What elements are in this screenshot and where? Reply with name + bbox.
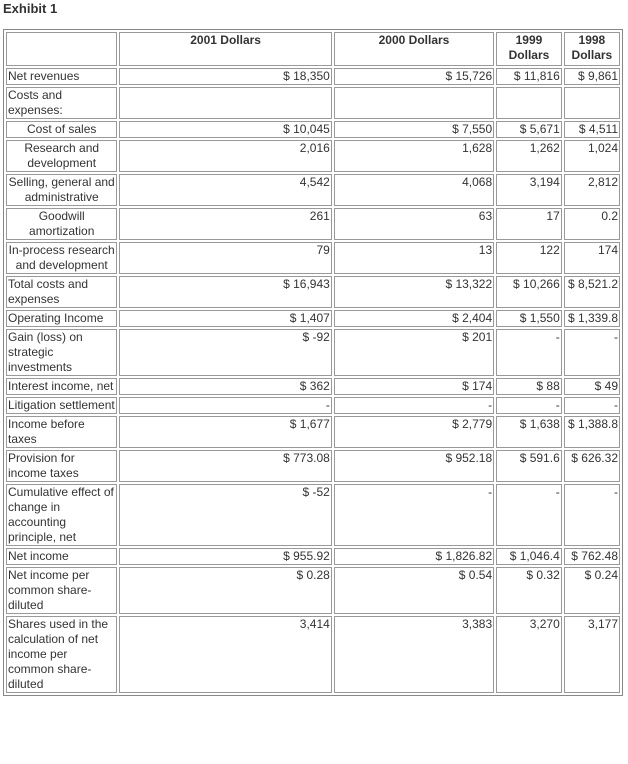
table-cell: $ 952.18 <box>334 450 494 482</box>
table-row <box>6 450 620 482</box>
table-cell: 63 <box>334 208 494 240</box>
table-cell: $ 0.28 <box>119 567 331 614</box>
table-cell: - <box>564 484 620 546</box>
row-label: Operating Income <box>6 310 117 327</box>
financial-table-container <box>3 29 623 696</box>
table-row <box>6 242 620 274</box>
table-cell: $ 11,816 <box>496 68 562 85</box>
table-cell: $ 15,726 <box>334 68 494 85</box>
table-row <box>6 548 620 565</box>
table-cell: $ 5,671 <box>496 121 562 138</box>
table-cell: $ -52 <box>119 484 331 546</box>
row-label: Shares used in the calculation of net income per common share-diluted <box>6 616 117 693</box>
column-header: 1999 Dollars <box>496 32 562 66</box>
table-cell <box>496 87 562 119</box>
row-label: Total costs and expenses <box>6 276 117 308</box>
table-cell: 122 <box>496 242 562 274</box>
table-cell: $ 0.54 <box>334 567 494 614</box>
table-cell: 174 <box>564 242 620 274</box>
table-row <box>6 397 620 414</box>
table-cell: $ 201 <box>334 329 494 376</box>
table-cell: $ 8,521.2 <box>564 276 620 308</box>
row-label: Interest income, net <box>6 378 117 395</box>
table-cell: $ 362 <box>119 378 331 395</box>
table-row <box>6 208 620 240</box>
table-row <box>6 567 620 614</box>
table-row <box>6 329 620 376</box>
row-label: Costs and expenses: <box>6 87 117 119</box>
table-cell: $ 955.92 <box>119 548 331 565</box>
header-row <box>6 32 620 66</box>
table-cell: - <box>564 329 620 376</box>
table-cell: $ 626.32 <box>564 450 620 482</box>
table-cell: 0.2 <box>564 208 620 240</box>
table-cell: 1,024 <box>564 140 620 172</box>
table-cell <box>564 87 620 119</box>
table-cell: - <box>496 484 562 546</box>
table-cell: 17 <box>496 208 562 240</box>
table-row <box>6 68 620 85</box>
table-row <box>6 87 620 119</box>
table-cell: 79 <box>119 242 331 274</box>
table-cell: 261 <box>119 208 331 240</box>
table-cell: 2,812 <box>564 174 620 206</box>
row-label: Research and development <box>6 140 117 172</box>
table-cell: $ 4,511 <box>564 121 620 138</box>
table-cell: $ 762.48 <box>564 548 620 565</box>
table-cell: $ 0.24 <box>564 567 620 614</box>
table-row <box>6 378 620 395</box>
table-cell: $ 1,407 <box>119 310 331 327</box>
table-cell: $ 0.32 <box>496 567 562 614</box>
row-label: Litigation settlement <box>6 397 117 414</box>
column-header: 2001 Dollars <box>119 32 331 66</box>
table-cell: $ 1,388.8 <box>564 416 620 448</box>
table-cell: - <box>496 397 562 414</box>
table-cell: $ -92 <box>119 329 331 376</box>
table-cell: $ 9,861 <box>564 68 620 85</box>
row-label: Provision for income taxes <box>6 450 117 482</box>
table-cell: - <box>334 397 494 414</box>
table-cell: $ 1,677 <box>119 416 331 448</box>
row-label: Net income <box>6 548 117 565</box>
table-cell: $ 591.6 <box>496 450 562 482</box>
table-cell: 13 <box>334 242 494 274</box>
table-cell: 3,177 <box>564 616 620 693</box>
table-body <box>6 68 620 693</box>
table-row <box>6 416 620 448</box>
table-cell: 3,383 <box>334 616 494 693</box>
table-cell: - <box>119 397 331 414</box>
table-cell: $ 1,550 <box>496 310 562 327</box>
table-cell: $ 16,943 <box>119 276 331 308</box>
table-cell: 1,262 <box>496 140 562 172</box>
financial-table <box>3 29 623 696</box>
table-cell: $ 1,638 <box>496 416 562 448</box>
row-label: Net revenues <box>6 68 117 85</box>
table-row <box>6 121 620 138</box>
table-row <box>6 310 620 327</box>
row-label: Net income per common share-diluted <box>6 567 117 614</box>
table-cell: 3,270 <box>496 616 562 693</box>
column-header: 2000 Dollars <box>334 32 494 66</box>
table-row <box>6 484 620 546</box>
table-cell <box>334 87 494 119</box>
column-header: 1998 Dollars <box>564 32 620 66</box>
table-cell: 4,542 <box>119 174 331 206</box>
table-cell: $ 1,826.82 <box>334 548 494 565</box>
table-cell: $ 88 <box>496 378 562 395</box>
column-header <box>6 32 117 66</box>
table-cell: $ 18,350 <box>119 68 331 85</box>
table-cell: $ 10,045 <box>119 121 331 138</box>
table-row <box>6 140 620 172</box>
table-cell: $ 10,266 <box>496 276 562 308</box>
table-cell: 4,068 <box>334 174 494 206</box>
table-cell: - <box>564 397 620 414</box>
table-cell: $ 773.08 <box>119 450 331 482</box>
row-label: Gain (loss) on strategic investments <box>6 329 117 376</box>
table-cell: 2,016 <box>119 140 331 172</box>
table-cell: $ 2,404 <box>334 310 494 327</box>
table-cell: $ 49 <box>564 378 620 395</box>
table-cell: - <box>496 329 562 376</box>
row-label: Income before taxes <box>6 416 117 448</box>
table-cell: 3,194 <box>496 174 562 206</box>
table-cell: 3,414 <box>119 616 331 693</box>
table-cell: $ 2,779 <box>334 416 494 448</box>
row-label: Selling, general and administrative <box>6 174 117 206</box>
table-cell <box>119 87 331 119</box>
table-cell: $ 13,322 <box>334 276 494 308</box>
table-row <box>6 276 620 308</box>
table-cell: $ 1,046.4 <box>496 548 562 565</box>
row-label: Cumulative effect of change in accounting principle, net <box>6 484 117 546</box>
exhibit-title: Exhibit 1 <box>3 1 58 16</box>
row-label: Goodwill amortization <box>6 208 117 240</box>
table-cell: 1,628 <box>334 140 494 172</box>
row-label: In-process research and development <box>6 242 117 274</box>
row-label: Cost of sales <box>6 121 117 138</box>
table-cell: $ 1,339.8 <box>564 310 620 327</box>
table-row <box>6 174 620 206</box>
table-cell: - <box>334 484 494 546</box>
table-cell: $ 174 <box>334 378 494 395</box>
table-row <box>6 616 620 693</box>
table-cell: $ 7,550 <box>334 121 494 138</box>
